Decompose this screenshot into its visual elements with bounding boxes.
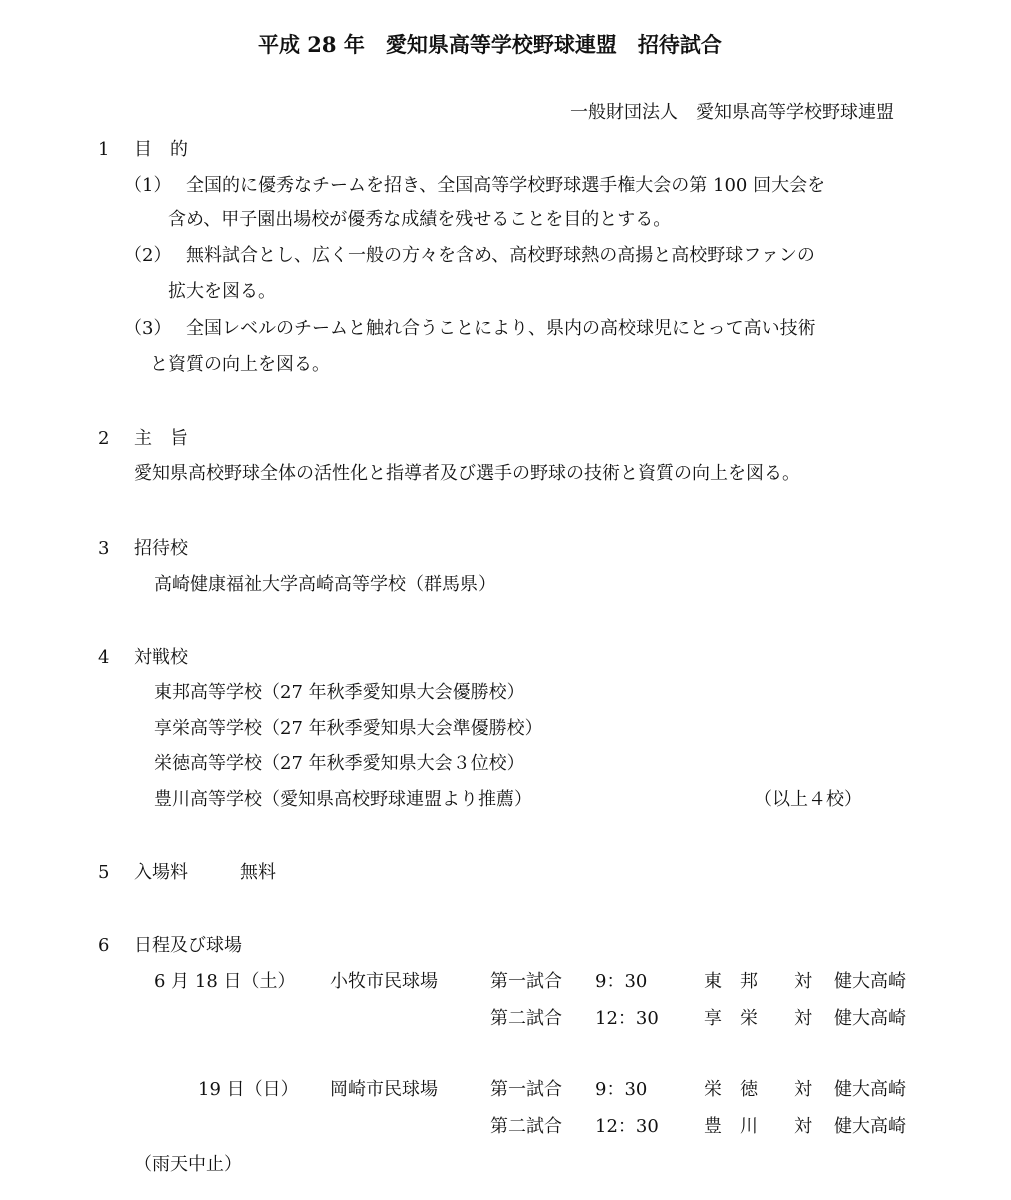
section-heading: 日程及び球場 xyxy=(134,935,242,956)
game-label: 第一試合 xyxy=(490,971,562,992)
opponent-school: 豊川高等学校（愛知県高校野球連盟より推薦） xyxy=(154,789,532,810)
section-number: 4 xyxy=(98,647,110,668)
section-heading: 目 的 xyxy=(134,139,188,160)
game-label: 第二試合 xyxy=(490,1008,562,1029)
item-label: （1） xyxy=(124,175,172,196)
game-home: 享 栄 xyxy=(704,1008,758,1029)
opponent-school: 東邦高等学校（27 年秋季愛知県大会優勝校） xyxy=(154,682,525,703)
section-heading: 招待校 xyxy=(134,538,188,559)
section-number: 6 xyxy=(98,935,110,956)
game-vs: 対 xyxy=(794,1008,812,1029)
game-vs: 対 xyxy=(794,971,812,992)
section-body: 高崎健康福祉大学高崎高等学校（群馬県） xyxy=(154,574,496,595)
section-number: 3 xyxy=(98,538,110,559)
item-text: 無料試合とし、広く一般の方々を含め、高校野球熱の高揚と高校野球ファンの xyxy=(186,245,815,266)
item-text: と資質の向上を図る。 xyxy=(150,354,330,375)
game-home: 東 邦 xyxy=(704,971,758,992)
section-number: 1 xyxy=(98,139,110,160)
game-vs: 対 xyxy=(794,1079,812,1100)
game-away: 健大高崎 xyxy=(834,1116,906,1137)
page-title: 平成 28 年 愛知県高等学校野球連盟 招待試合 xyxy=(258,32,722,57)
section-body: 愛知県高校野球全体の活性化と指導者及び選手の野球の技術と資質の向上を図る。 xyxy=(134,463,800,484)
game-home: 栄 徳 xyxy=(704,1079,758,1100)
opponent-total: （以上４校） xyxy=(754,789,862,810)
admission-value: 無料 xyxy=(240,862,276,883)
schedule-date: 19 日（日） xyxy=(198,1079,299,1100)
game-away: 健大高崎 xyxy=(834,971,906,992)
game-vs: 対 xyxy=(794,1116,812,1137)
section-heading: 主 旨 xyxy=(134,428,188,449)
opponent-school: 栄徳高等学校（27 年秋季愛知県大会３位校） xyxy=(154,753,525,774)
schedule-note: （雨天中止） xyxy=(134,1154,242,1175)
item-text: 含め、甲子園出場校が優秀な成績を残せることを目的とする。 xyxy=(168,209,672,230)
game-time: 9：30 xyxy=(595,1079,648,1100)
game-away: 健大高崎 xyxy=(834,1079,906,1100)
game-away: 健大高崎 xyxy=(834,1008,906,1029)
item-text: 全国レベルのチームと触れ合うことにより、県内の高校球児にとって高い技術 xyxy=(186,318,816,339)
section-number: 5 xyxy=(98,862,110,883)
section-heading: 対戦校 xyxy=(134,647,188,668)
game-time: 12：30 xyxy=(595,1116,659,1137)
game-home: 豊 川 xyxy=(704,1116,758,1137)
item-text: 拡大を図る。 xyxy=(168,281,276,302)
game-label: 第二試合 xyxy=(490,1116,562,1137)
section-number: 2 xyxy=(98,428,110,449)
schedule-venue: 岡崎市民球場 xyxy=(330,1079,438,1100)
item-text: 全国的に優秀なチームを招き、全国高等学校野球選手権大会の第 100 回大会を xyxy=(186,175,826,196)
organizer: 一般財団法人 愛知県高等学校野球連盟 xyxy=(570,102,894,123)
item-label: （3） xyxy=(124,318,172,339)
item-label: （2） xyxy=(124,245,172,266)
opponent-school: 享栄高等学校（27 年秋季愛知県大会準優勝校） xyxy=(154,718,543,739)
section-heading: 入場料 xyxy=(134,862,188,883)
game-time: 12：30 xyxy=(595,1008,659,1029)
game-time: 9：30 xyxy=(595,971,648,992)
game-label: 第一試合 xyxy=(490,1079,562,1100)
schedule-date: 6 月 18 日（土） xyxy=(154,971,296,992)
schedule-venue: 小牧市民球場 xyxy=(330,971,438,992)
